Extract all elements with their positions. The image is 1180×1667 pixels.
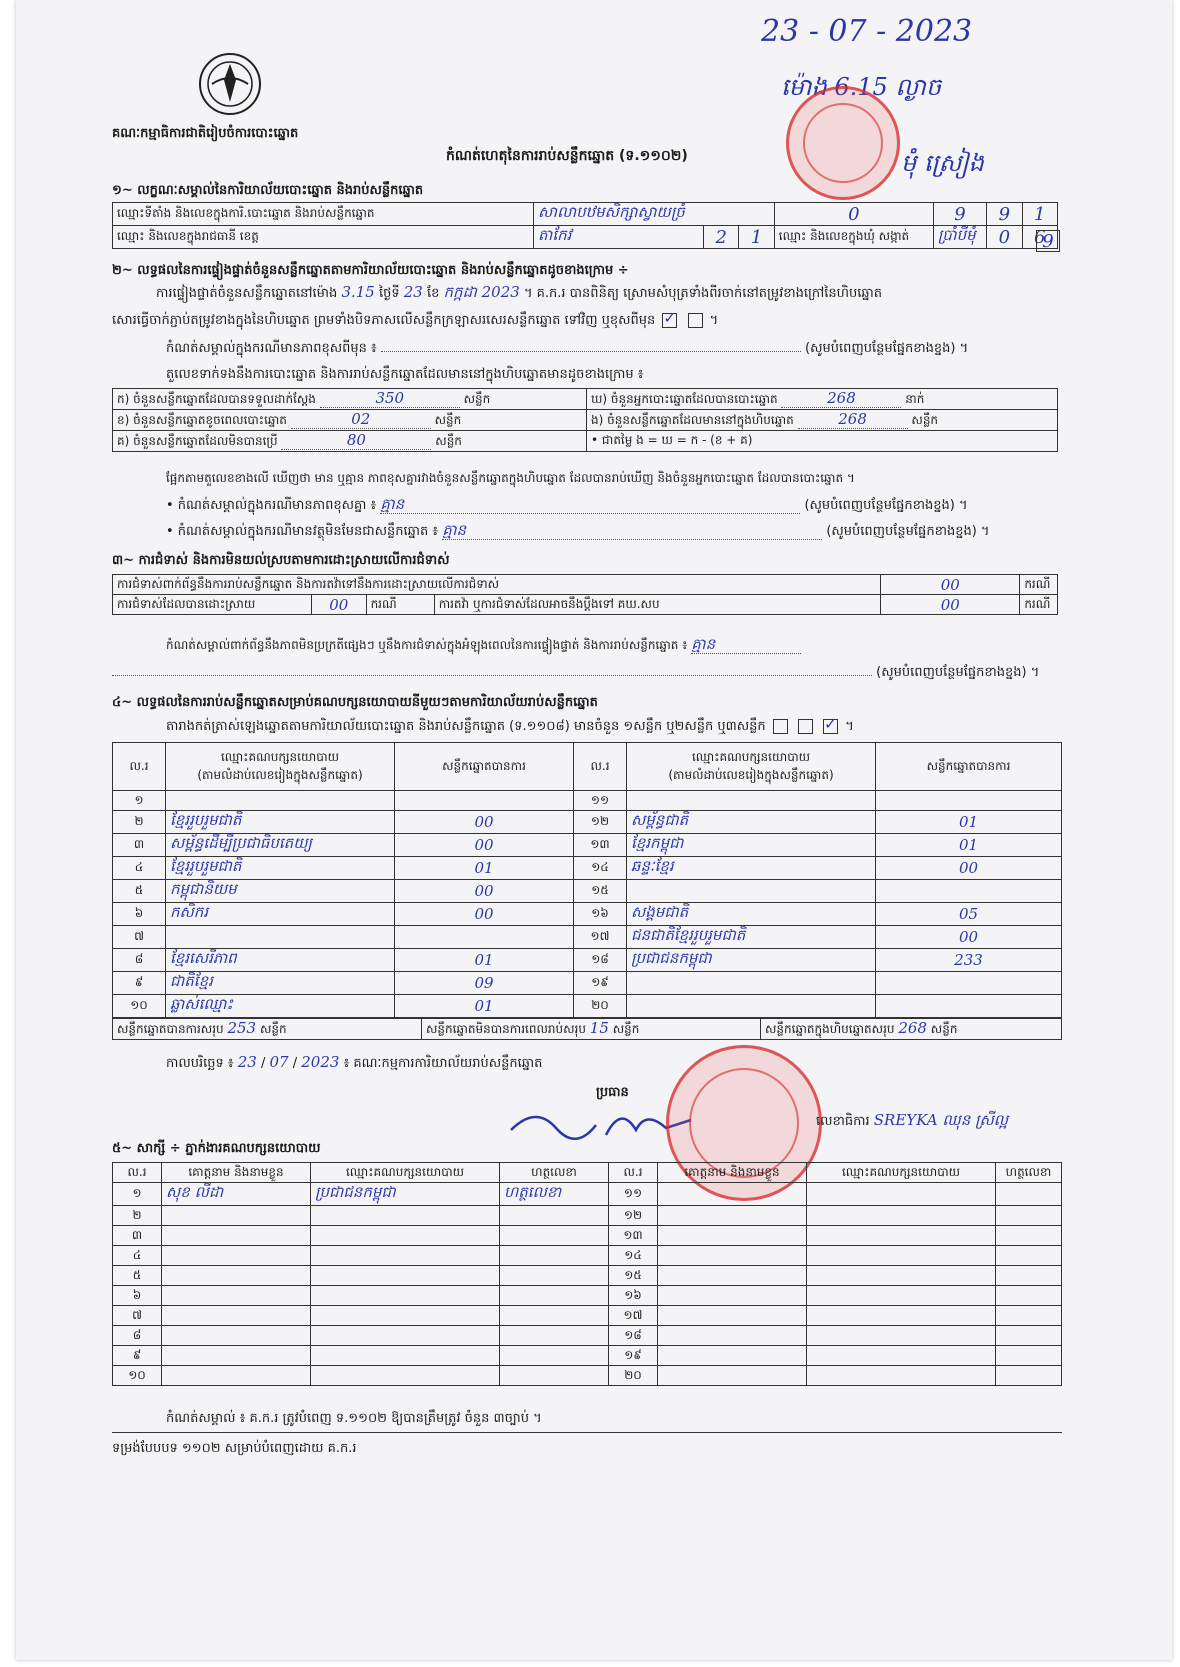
table-row xyxy=(113,834,1062,857)
section5-title: ៥~ សាក្សី ÷ ភ្នាក់ងារគណបក្សនយោបាយ xyxy=(112,1141,321,1156)
province-label-cell xyxy=(113,226,534,249)
col-party: ឈ្មោះគណបក្សនយោបាយ (តាមលំដាប់លេខរៀងក្នុងសន្លឹកឆ្នោត) xyxy=(627,743,876,791)
commune-digit: 9 xyxy=(1036,230,1060,252)
table-row xyxy=(113,1183,1062,1206)
witness-no: ១៨ xyxy=(609,1326,658,1346)
table-row xyxy=(113,1306,1062,1326)
witness-no: ១៣ xyxy=(609,1226,658,1246)
witness-party xyxy=(311,1266,500,1286)
col-no: ល.រ xyxy=(113,743,166,791)
verify-line-1: ការផ្ទៀងផ្ទាត់ចំនួនសន្លឹកឆ្នោតនៅម៉ោង 3.15 ថ្ងៃទី 23 ខែ កក្កដា 2023 ។ គ.ក.រ បានពិនិត្យ ស្រោមសំបុត្រទាំងពីរចាក់នៅតម្រូវខាងក្រៅនៃហិបឆ្នោត xyxy=(156,283,882,301)
table-row xyxy=(113,1366,1062,1386)
col-name: គោត្តនាម និងនាមខ្លួន xyxy=(162,1163,311,1183)
changed-checkbox xyxy=(688,313,703,328)
witness-name xyxy=(162,1226,311,1246)
figure-left: គ) ចំនួនសន្លឹកឆ្នោតដែលមិនបានប្រើ 80 សន្លឹក xyxy=(113,431,587,452)
location-label: ឈ្មោះទីតាំង និងលេខក្នុងការិ.បោះឆ្នោត និងរាប់សន្លឹកឆ្នោត xyxy=(113,203,534,226)
party-votes xyxy=(876,880,1062,903)
province-digit: 2 xyxy=(704,226,739,249)
col-party: ឈ្មោះគណបក្សនយោបាយ xyxy=(807,1163,996,1183)
witness-name xyxy=(162,1266,311,1286)
location-value: សាលាបឋមសិក្សាស្វាយច្រំ xyxy=(534,203,775,226)
foreign-object-note: • កំណត់សម្គាល់ក្នុងករណីមានវត្ថុមិនមែនជាសន្លឹកឆ្នោត ៖ គ្មាន (សូមបំពេញបន្ថែមផ្នែកខាងខ្នង) ។ xyxy=(166,521,990,539)
table-row xyxy=(113,1226,1062,1246)
party-no: ៧ xyxy=(113,926,166,949)
col-party: ឈ្មោះគណបក្សនយោបាយ (តាមលំដាប់លេខរៀងក្នុងសន្លឹកឆ្នោត) xyxy=(166,743,395,791)
party-votes: 05 xyxy=(876,903,1062,926)
witness-no: ៩ xyxy=(113,1346,162,1366)
party-no: ១២ xyxy=(574,811,627,834)
party-name: ប្រជាជនកម្ពុជា xyxy=(627,949,876,972)
witness-sign xyxy=(500,1326,609,1346)
table-row xyxy=(113,811,1062,834)
col-party: ឈ្មោះគណបក្សនយោបាយ xyxy=(311,1163,500,1183)
objections-table xyxy=(112,574,1058,615)
party-votes: 00 xyxy=(876,857,1062,880)
total-box: សន្លឹកឆ្នោតក្នុងហិបឆ្នោតសរុប 268 សន្លឹក xyxy=(761,1019,1062,1040)
document-page xyxy=(16,0,1172,1660)
table-row xyxy=(113,995,1062,1018)
committee-name: គណៈកម្មាធិការជាតិរៀបចំការបោះឆ្នោត xyxy=(112,126,299,141)
witness-sign xyxy=(996,1226,1062,1246)
witness-sign xyxy=(500,1346,609,1366)
witness-name xyxy=(658,1366,807,1386)
party-name xyxy=(627,995,876,1018)
witness-sign xyxy=(996,1326,1062,1346)
witness-no: ៧ xyxy=(113,1306,162,1326)
witness-sign xyxy=(996,1266,1062,1286)
witness-party xyxy=(311,1286,500,1306)
tally-intro: តារាងកត់ត្រាស់ឡេងឆ្នោតតាមការិយាល័យបោះឆ្នោត និងរាប់សន្លឹកឆ្នោត (ទ.១១០៨) មានចំនួន ១សន្លឹក ឬ២សន្លឹក ឬ៣សន្លឹក ✓ ។ xyxy=(166,718,854,735)
witness-sign xyxy=(500,1306,609,1326)
party-votes: 00 xyxy=(876,926,1062,949)
province-value: តាកែវ xyxy=(534,226,704,249)
verify-line-2: សោរធ្វើចាក់ភ្ជាប់តម្រូវខាងក្នុងនៃហិបឆ្នោត ព្រមទាំងបិទភាសលើសន្លឹកក្រឡាសរសេរសន្លឹកឆ្នោត ទៅវិញ ឬខុសពីមុន ✓ ។ xyxy=(112,312,718,329)
resolved-value: 00 xyxy=(312,595,367,615)
witness-name xyxy=(162,1326,311,1346)
foreign-object-value: គ្មាន xyxy=(442,522,822,540)
witness-name xyxy=(658,1326,807,1346)
party-votes: 01 xyxy=(395,949,574,972)
party-name: ខ្មែររួបរួមជាតិ xyxy=(166,811,395,834)
verify-month: កក្កដា 2023 xyxy=(443,283,520,301)
table-row xyxy=(113,857,1062,880)
one-sheet-checkbox xyxy=(773,719,788,734)
party-name: ខ្មែរសេរីភាព xyxy=(166,949,395,972)
witness-no: ១២ xyxy=(609,1206,658,1226)
witness-no: ៨ xyxy=(113,1326,162,1346)
location-digit: 9 xyxy=(987,203,1022,226)
party-name xyxy=(627,880,876,903)
party-votes: 00 xyxy=(395,811,574,834)
figure-left: ខ) ចំនួនសន្លឹកឆ្នោតខូចពេលបោះឆ្នោត 02 សន្លឹក xyxy=(113,410,587,431)
unit-label: ករណី xyxy=(1020,575,1058,595)
witness-no: ១៩ xyxy=(609,1346,658,1366)
total-invalid: សន្លឹកឆ្នោតមិនបានការពេលរាប់សរុប 15 សន្លឹក xyxy=(422,1019,761,1040)
party-no: ៨ xyxy=(113,949,166,972)
party-no: ១៩ xyxy=(574,972,627,995)
party-votes: 233 xyxy=(876,949,1062,972)
witness-party xyxy=(807,1306,996,1326)
section3-title: ៣~ ការជំទាស់ និងការមិនយល់ស្របតាមការដោះស្រាយលើការជំទាស់ xyxy=(112,553,450,568)
witness-name xyxy=(162,1306,311,1326)
witness-table xyxy=(112,1162,1062,1386)
difference-note: • កំណត់សម្គាល់ក្នុងករណីមានភាពខុសគ្នា ៖ គ្មាន (សូមបំពេញបន្ថែមផ្នែកខាងខ្នង) ។ xyxy=(166,495,968,513)
witness-party xyxy=(807,1326,996,1346)
difference-value: គ្មាន xyxy=(380,496,800,514)
location-table xyxy=(112,202,1058,249)
party-name xyxy=(627,972,876,995)
witness-no: ១៦ xyxy=(609,1286,658,1306)
party-no: ២០ xyxy=(574,995,627,1018)
witness-party xyxy=(311,1246,500,1266)
total-invalid-value: 15 xyxy=(589,1019,609,1037)
witness-sign xyxy=(996,1366,1062,1386)
figure-right: ង) ចំនួនសន្លឹកឆ្នោតដែលមាននៅក្នុងហិបឆ្នោត 268 សន្លឹក xyxy=(587,410,1058,431)
col-sign: ហត្ថលេខា xyxy=(996,1163,1062,1183)
box-ballots-value: 268 xyxy=(798,410,908,429)
witness-sign xyxy=(500,1286,609,1306)
party-no: ៦ xyxy=(113,903,166,926)
party-no: ៥ xyxy=(113,880,166,903)
unused-ballots-value: 80 xyxy=(281,431,431,450)
party-name: ជាតិខ្មែរ xyxy=(166,972,395,995)
witness-no: ១០ xyxy=(113,1366,162,1386)
table-row xyxy=(113,903,1062,926)
party-name: ជនជាតិខ្មែររួបរួមជាតិ xyxy=(627,926,876,949)
appeal-label: ការតវ៉ា ឬការជំទាស់ដែលអាចនឹងប្តឹងទៅ គឃ.សប xyxy=(434,595,881,615)
witness-party xyxy=(311,1366,500,1386)
unchanged-checkbox xyxy=(662,313,677,328)
province-digit: 1 xyxy=(739,226,774,249)
party-votes: 09 xyxy=(395,972,574,995)
table-row xyxy=(113,791,1062,811)
witness-sign xyxy=(500,1266,609,1286)
party-votes xyxy=(395,791,574,811)
witness-party xyxy=(311,1346,500,1366)
party-name xyxy=(166,791,395,811)
signing-date: កាលបរិច្ឆេទ ៖ 23 / 07 / 2023 ៖ គណៈកម្មការការិយាល័យរាប់សន្លឹកឆ្នោត xyxy=(166,1053,543,1071)
party-no: ៣ xyxy=(113,834,166,857)
handwritten-date: 23 - 07 - 2023 xyxy=(761,14,973,49)
witness-sign xyxy=(996,1286,1062,1306)
witness-name xyxy=(658,1286,807,1306)
witness-sign xyxy=(996,1183,1062,1206)
party-name: កសិករ xyxy=(166,903,395,926)
party-votes xyxy=(395,926,574,949)
witness-sign xyxy=(500,1206,609,1226)
party-name: ឆន្ទៈខ្មែរ xyxy=(627,857,876,880)
witness-no: ៣ xyxy=(113,1226,162,1246)
verify-day: 23 xyxy=(403,283,423,301)
witness-name: សុខ លីដា xyxy=(162,1183,311,1206)
witness-name xyxy=(162,1206,311,1226)
commune-digit: 6 xyxy=(1022,226,1057,249)
location-digit: 1 xyxy=(1022,203,1057,226)
received-ballots-value: 350 xyxy=(320,389,460,408)
col-votes: សន្លឹកឆ្នោតបានការ xyxy=(395,743,574,791)
col-name: គោត្តនាម និងនាមខ្លួន xyxy=(658,1163,807,1183)
witness-no: ២០ xyxy=(609,1366,658,1386)
party-no: ១៣ xyxy=(574,834,627,857)
figure-left: ក) ចំនួនសន្លឹកឆ្នោតដែលបានទទួលដាក់ស្តែង 350 សន្លឹក xyxy=(113,389,587,410)
witness-no: ៥ xyxy=(113,1266,162,1286)
witness-no: ១៤ xyxy=(609,1246,658,1266)
party-votes: 01 xyxy=(395,857,574,880)
three-sheet-checkbox xyxy=(823,719,838,734)
totals-table xyxy=(112,1018,1062,1040)
witness-name xyxy=(658,1226,807,1246)
col-no: ល.រ xyxy=(609,1163,658,1183)
figure-right: ឃ) ចំនួនអ្នកបោះឆ្នោតដែលបានបោះឆ្នោត 268 នាក់ xyxy=(587,389,1058,410)
witness-name xyxy=(162,1346,311,1366)
witness-name xyxy=(162,1246,311,1266)
witness-name xyxy=(658,1306,807,1326)
party-name: សម្ព័ន្ធដើម្បីប្រជាធិបតេយ្យ xyxy=(166,834,395,857)
commune-label: ឈ្មោះ និងលេខក្នុងឃុំ សង្កាត់ xyxy=(774,226,933,249)
party-votes xyxy=(876,972,1062,995)
witness-sign xyxy=(500,1366,609,1386)
section4-title: ៤~ លទ្ធផលនៃការរាប់សន្លឹកឆ្នោតសម្រាប់គណបក្សនយោបាយនីមួយៗតាមការិយាល័យរាប់សន្លឹកឆ្នោត xyxy=(112,695,598,710)
table-row xyxy=(113,972,1062,995)
witness-party xyxy=(807,1183,996,1206)
appeal-value: 00 xyxy=(881,595,1020,615)
commune-value: ប្រាំបីមុំ xyxy=(933,226,986,249)
col-no: ល.រ xyxy=(113,1163,162,1183)
commune-digit: 0 xyxy=(987,226,1022,249)
witness-party: ប្រជាជនកម្ពុជា xyxy=(311,1183,500,1206)
witness-name xyxy=(658,1266,807,1286)
witness-sign: ហត្ថលេខា xyxy=(500,1183,609,1206)
witness-name xyxy=(162,1366,311,1386)
witness-no: ១៥ xyxy=(609,1266,658,1286)
footer-note: កំណត់សម្គាល់ ៖ គ.ក.រ ត្រូវបំពេញ ទ.១១០២ ឱ្យបានត្រឹមត្រូវ ចំនួន ៣ច្បាប់ ។ xyxy=(166,1411,542,1426)
party-name: សម្ព័ន្ធជាតិ xyxy=(627,811,876,834)
party-no: ១៤ xyxy=(574,857,627,880)
witness-party xyxy=(807,1346,996,1366)
total-valid: សន្លឹកឆ្នោតបានការសរុប 253 សន្លឹក xyxy=(113,1019,422,1040)
witness-party xyxy=(807,1366,996,1386)
party-name: ឆ្លាស់ឈ្មោះ xyxy=(166,995,395,1018)
witness-no: ៦ xyxy=(113,1286,162,1306)
irregularity-hint-line: (សូមបំពេញបន្ថែមផ្នែកខាងខ្នង) ។ xyxy=(112,664,1039,681)
witness-party xyxy=(311,1206,500,1226)
table-row xyxy=(113,1206,1062,1226)
compare-text: ផ្អែកតាមតួលេខខាងលើ ឃើញថា មាន ឬគ្មាន ភាពខុសគ្នារវាងចំនួនសន្លឹកឆ្នោតក្នុងហិបឆ្នោត ដែលបានរាប់ឃើញ និងចំនួនអ្នកបោះឆ្នោត ដែលបានបោះឆ្នោត ។ xyxy=(166,471,855,485)
party-votes xyxy=(876,995,1062,1018)
two-sheet-checkbox xyxy=(798,719,813,734)
secretary-name: SREYKA ឈុន ស្រីល្អ xyxy=(873,1111,1009,1129)
witness-no: ១៧ xyxy=(609,1306,658,1326)
witness-party xyxy=(807,1286,996,1306)
handwritten-receiver: ម៉ុំ ស្រៀង xyxy=(901,149,984,177)
witness-name xyxy=(658,1206,807,1226)
witness-name xyxy=(658,1183,807,1206)
table-row xyxy=(113,949,1062,972)
witness-no: ១១ xyxy=(609,1183,658,1206)
party-name xyxy=(166,926,395,949)
witness-party xyxy=(807,1226,996,1246)
formula: • ជាតម្លៃ ង = ឃ = ក - (ខ + គ) xyxy=(587,431,1058,452)
witness-no: ២ xyxy=(113,1206,162,1226)
objection-value: 00 xyxy=(881,575,1020,595)
witness-party xyxy=(311,1226,500,1246)
party-no: ២ xyxy=(113,811,166,834)
irregularity-note: កំណត់សម្គាល់ពាក់ព័ន្ធនឹងភាពមិនប្រក្រតីផ្សេងៗ ឬនឹងការជំទាស់ក្នុងអំឡុងពេលនៃការផ្ទៀងផ្ទាត់ និងការរាប់សន្លឹកឆ្នោត ៖ គ្មាន xyxy=(166,636,801,654)
witness-sign xyxy=(996,1246,1062,1266)
party-votes: 01 xyxy=(876,834,1062,857)
change-note: កំណត់សម្គាល់ក្នុងករណីមានភាពខុសពីមុន ៖ (សូមបំពេញបន្ថែមផ្នែកខាងខ្នង) ។ xyxy=(166,341,969,356)
col-sign: ហត្ថលេខា xyxy=(500,1163,609,1183)
unit-label: ករណី xyxy=(1020,595,1058,615)
witness-sign xyxy=(996,1346,1062,1366)
party-no: ១ xyxy=(113,791,166,811)
party-votes: 00 xyxy=(395,903,574,926)
total-valid-value: 253 xyxy=(227,1019,257,1037)
results-table xyxy=(112,742,1062,1018)
table-row xyxy=(113,1286,1062,1306)
verify-time: 3.15 xyxy=(341,283,375,301)
location-digit: 9 xyxy=(933,203,986,226)
party-no: ១៧ xyxy=(574,926,627,949)
party-name: ខ្មែរកម្ពុជា xyxy=(627,834,876,857)
col-votes: សន្លឹកឆ្នោតបានការ xyxy=(876,743,1062,791)
witness-name xyxy=(658,1246,807,1266)
resolved-label: ការជំទាស់ដែលបានដោះស្រាយ xyxy=(113,595,312,615)
form-label: ទម្រង់បែបបទ ១១០២ សម្រាប់បំពេញដោយ គ.ក.រ xyxy=(112,1441,357,1456)
witness-party xyxy=(807,1266,996,1286)
handwritten-time: ម៉ោង 6.15 ល្ងាច xyxy=(781,73,942,101)
unit-label: ករណី xyxy=(366,595,434,615)
party-no: ១៥ xyxy=(574,880,627,903)
section1-title: ១~ លក្ខណៈសម្គាល់នៃការិយាល័យបោះឆ្នោត និងរាប់សន្លឹកឆ្នោត xyxy=(112,183,424,198)
witness-sign xyxy=(996,1206,1062,1226)
witness-party xyxy=(807,1246,996,1266)
irregularity-value: គ្មាន xyxy=(691,636,801,654)
col-no: ល.រ xyxy=(574,743,627,791)
witness-no: ៤ xyxy=(113,1246,162,1266)
table-row xyxy=(113,1266,1062,1286)
witness-name xyxy=(162,1286,311,1306)
witness-sign xyxy=(996,1306,1062,1326)
party-votes: 00 xyxy=(395,880,574,903)
witness-party xyxy=(311,1306,500,1326)
total-box-value: 268 xyxy=(898,1019,927,1037)
nec-emblem-icon xyxy=(196,50,264,118)
footer-divider xyxy=(112,1432,1062,1433)
witness-no: ១ xyxy=(113,1183,162,1206)
section2-title: ២~ លទ្ធផលនៃការផ្ទៀងផ្ទាត់ចំនួនសន្លឹកឆ្នោតតាមការិយាល័យបោះឆ្នោត និងរាប់សន្លឹកឆ្នោតដូចខាងក្រោម ÷ xyxy=(112,263,629,278)
table-row xyxy=(113,1326,1062,1346)
figures-table xyxy=(112,388,1058,452)
table-row xyxy=(113,1346,1062,1366)
party-name: កម្ពុជានិយម xyxy=(166,880,395,903)
party-name: ខ្មែររួបរួមជាតិ xyxy=(166,857,395,880)
witness-name xyxy=(658,1346,807,1366)
party-votes: 01 xyxy=(395,995,574,1018)
objection-label: ការជំទាស់ពាក់ព័ន្ធនឹងការរាប់សន្លឹកឆ្នោត និងការតវ៉ាទៅនឹងការដោះស្រាយលើការជំទាស់ xyxy=(113,575,881,595)
party-no: ៤ xyxy=(113,857,166,880)
witness-sign xyxy=(500,1246,609,1266)
voters-value: 268 xyxy=(781,389,901,408)
party-votes: 00 xyxy=(395,834,574,857)
party-no: ៩ xyxy=(113,972,166,995)
party-no: ១៦ xyxy=(574,903,627,926)
chair-label: ប្រធាន xyxy=(596,1085,629,1100)
party-votes: 01 xyxy=(876,811,1062,834)
location-digit: 0 xyxy=(774,203,933,226)
party-no: ១០ xyxy=(113,995,166,1018)
table-row xyxy=(113,880,1062,903)
spoiled-ballots-value: 02 xyxy=(291,410,431,429)
party-votes xyxy=(876,791,1062,811)
official-stamp-top xyxy=(786,86,900,200)
witness-sign xyxy=(500,1226,609,1246)
witness-party xyxy=(807,1206,996,1226)
party-no: ១៨ xyxy=(574,949,627,972)
table-row xyxy=(113,926,1062,949)
party-name: សង្គមជាតិ xyxy=(627,903,876,926)
page-title: កំណត់ហេតុនៃការរាប់សន្លឹកឆ្នោត (ទ.១១០២) xyxy=(446,148,688,164)
party-no: ១១ xyxy=(574,791,627,811)
table-row xyxy=(113,1246,1062,1266)
party-name xyxy=(627,791,876,811)
province-label: ឈ្មោះ និងលេខក្នុងរាជធានី ខេត្ត xyxy=(117,229,259,243)
figures-intro: តួលេខទាក់ទងនឹងការបោះឆ្នោត និងការរាប់សន្លឹកឆ្នោតដែលមាននៅក្នុងហិបឆ្នោតមានដូចខាងក្រោម ៖ xyxy=(166,367,644,382)
secretary-line: លេខាធិការ SREYKA ឈុន ស្រីល្អ xyxy=(816,1111,1009,1129)
witness-party xyxy=(311,1326,500,1346)
